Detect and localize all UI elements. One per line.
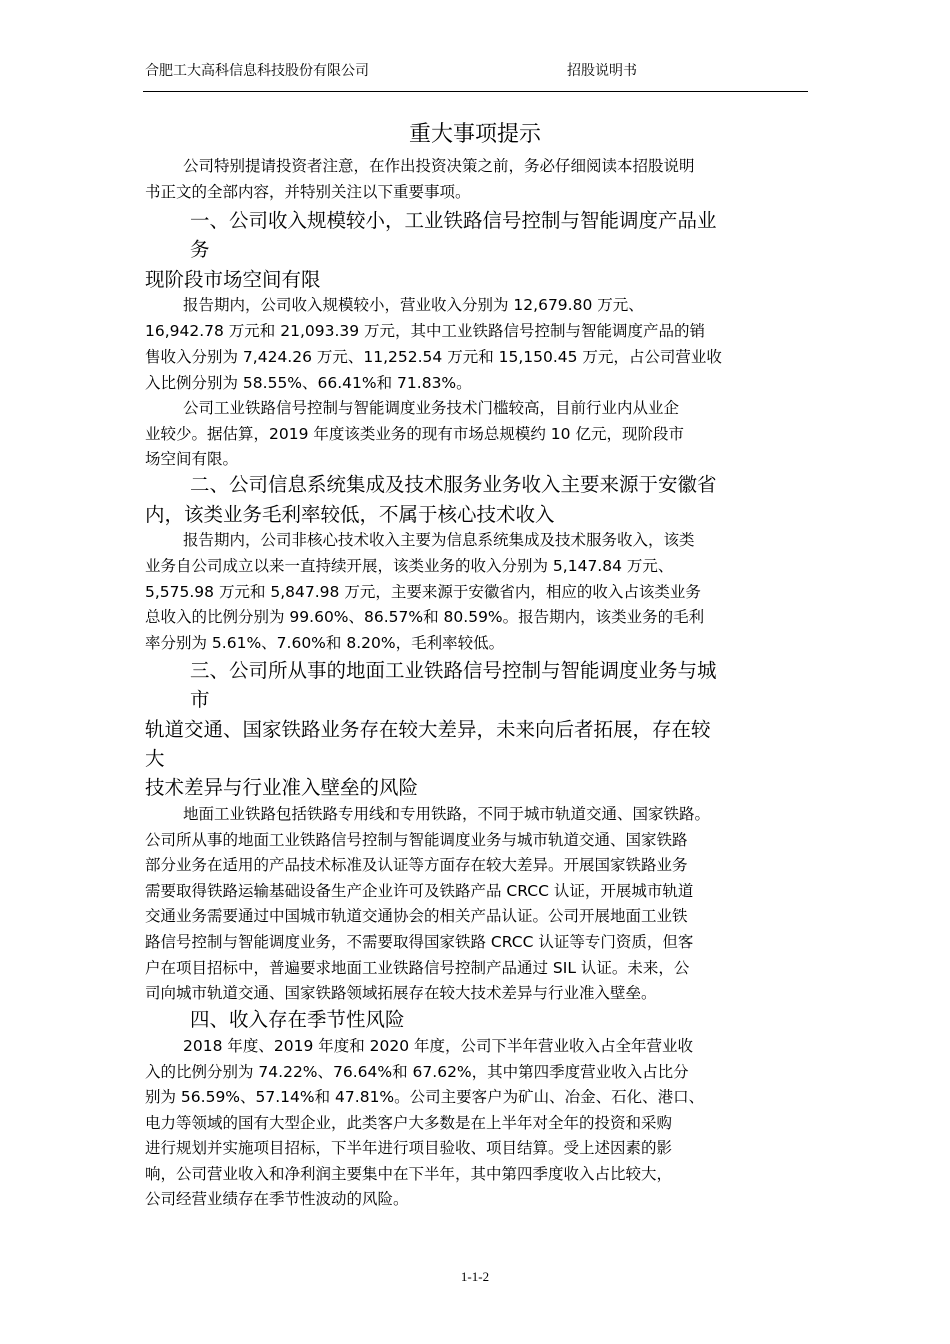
header-document-type: 招股说明书 bbox=[567, 63, 637, 79]
text-line: 电力等领域的国有大型企业，此类客户大多数是在上半年对全年的投资和采购 bbox=[145, 1114, 673, 1132]
text-line: 公司工业铁路信号控制与智能调度业务技术门槛较高，目前行业内从业企 bbox=[183, 399, 680, 417]
text-line: 5,575.98 万元和 5,847.98 万元，主要来源于安徽省内，相应的收入占该类业务 bbox=[145, 583, 701, 601]
text-line: 16,942.78 万元和 21,093.39 万元，其中工业铁路信号控制与智能调度产品的销 bbox=[145, 322, 706, 340]
section-heading: 大 bbox=[145, 747, 165, 770]
section-heading: 务 bbox=[190, 238, 210, 261]
text-line: 入的比例分别为 74.22%、76.64%和 67.62%，其中第四季度营业收入占比分 bbox=[145, 1063, 689, 1081]
text-line: 公司所从事的地面工业铁路信号控制与智能调度业务与城市轨道交通、国家铁路 bbox=[145, 831, 688, 849]
text-line: 总收入的比例分别为 99.60%、86.57%和 80.59%。报告期内，该类业务的毛利 bbox=[145, 608, 705, 626]
text-line: 别为 56.59%、57.14%和 47.81%。公司主要客户为矿山、冶金、石化、港口、 bbox=[145, 1088, 705, 1106]
text-line: 响，公司营业收入和净利润主要集中在下半年，其中第四季度收入占比较大， bbox=[145, 1165, 673, 1183]
text-line: 需要取得铁路运输基础设备生产企业许可及铁路产品 CRCC 认证，开展城市轨道 bbox=[145, 882, 694, 900]
page-title: 重大事项提示 bbox=[408, 122, 541, 147]
text-line: 报告期内，公司收入规模较小，营业收入分别为 12,679.80 万元、 bbox=[183, 296, 644, 314]
header-company-name: 合肥工大高科信息科技股份有限公司 bbox=[145, 63, 369, 79]
text-line: 地面工业铁路包括铁路专用线和专用铁路，不同于城市轨道交通、国家铁路。 bbox=[183, 805, 711, 823]
text-line: 公司特别提请投资者注意，在作出投资决策之前，务必仔细阅读本招股说明 bbox=[183, 157, 695, 175]
text-line: 业务自公司成立以来一直持续开展，该类业务的收入分别为 5,147.84 万元、 bbox=[145, 557, 674, 575]
text-line: 报告期内，公司非核心技术收入主要为信息系统集成及技术服务收入，该类 bbox=[183, 531, 695, 549]
section-heading: 轨道交通、国家铁路业务存在较大差异，未来向后者拓展，存在较 bbox=[145, 718, 711, 741]
text-line: 路信号控制与智能调度业务，不需要取得国家铁路 CRCC 认证等专门资质，但客 bbox=[145, 933, 694, 951]
text-line: 2018 年度、2019 年度和 2020 年度，公司下半年营业收入占全年营业收 bbox=[183, 1037, 694, 1055]
section-heading: 技术差异与行业准入壁垒的风险 bbox=[145, 776, 419, 799]
section-heading: 内，该类业务毛利率较低，不属于核心技术收入 bbox=[145, 503, 555, 526]
text-line: 售收入分别为 7,424.26 万元、11,252.54 万元和 15,150.45 万元，占公司营业收 bbox=[145, 348, 722, 366]
text-line: 司向城市轨道交通、国家铁路领域拓展存在较大技术差异与行业准入壁垒。 bbox=[145, 984, 657, 1002]
section-heading: 市 bbox=[190, 688, 210, 711]
text-line: 场空间有限。 bbox=[145, 450, 239, 468]
section-heading: 一、公司收入规模较小，工业铁路信号控制与智能调度产品业 bbox=[190, 209, 717, 232]
text-line: 率分别为 5.61%、7.60%和 8.20%，毛利率较低。 bbox=[145, 634, 505, 652]
text-line: 部分业务在适用的产品技术标准及认证等方面存在较大差异。开展国家铁路业务 bbox=[145, 856, 688, 874]
text-line: 交通业务需要通过中国城市轨道交通协会的相关产品认证。公司开展地面工业铁 bbox=[145, 907, 688, 925]
text-line: 户在项目招标中，普遍要求地面工业铁路信号控制产品通过 SIL 认证。未来，公 bbox=[145, 959, 690, 977]
section-heading: 现阶段市场空间有限 bbox=[145, 268, 321, 291]
header-divider bbox=[143, 91, 808, 92]
page-number: 1-1-2 bbox=[460, 1269, 490, 1284]
section-heading: 二、公司信息系统集成及技术服务业务收入主要来源于安徽省 bbox=[190, 473, 717, 496]
text-line: 进行规划并实施项目招标，下半年进行项目验收、项目结算。受上述因素的影 bbox=[145, 1139, 673, 1157]
text-line: 书正文的全部内容，并特别关注以下重要事项。 bbox=[145, 183, 471, 201]
section-heading: 四、收入存在季节性风险 bbox=[190, 1008, 405, 1031]
section-heading: 三、公司所从事的地面工业铁路信号控制与智能调度业务与城 bbox=[190, 659, 717, 682]
text-line: 入比例分别为 58.55%、66.41%和 71.83%。 bbox=[145, 374, 472, 392]
text-line: 公司经营业绩存在季节性波动的风险。 bbox=[145, 1190, 409, 1208]
text-line: 业较少。据估算，2019 年度该类业务的现有市场总规模约 10 亿元，现阶段市 bbox=[145, 425, 684, 443]
